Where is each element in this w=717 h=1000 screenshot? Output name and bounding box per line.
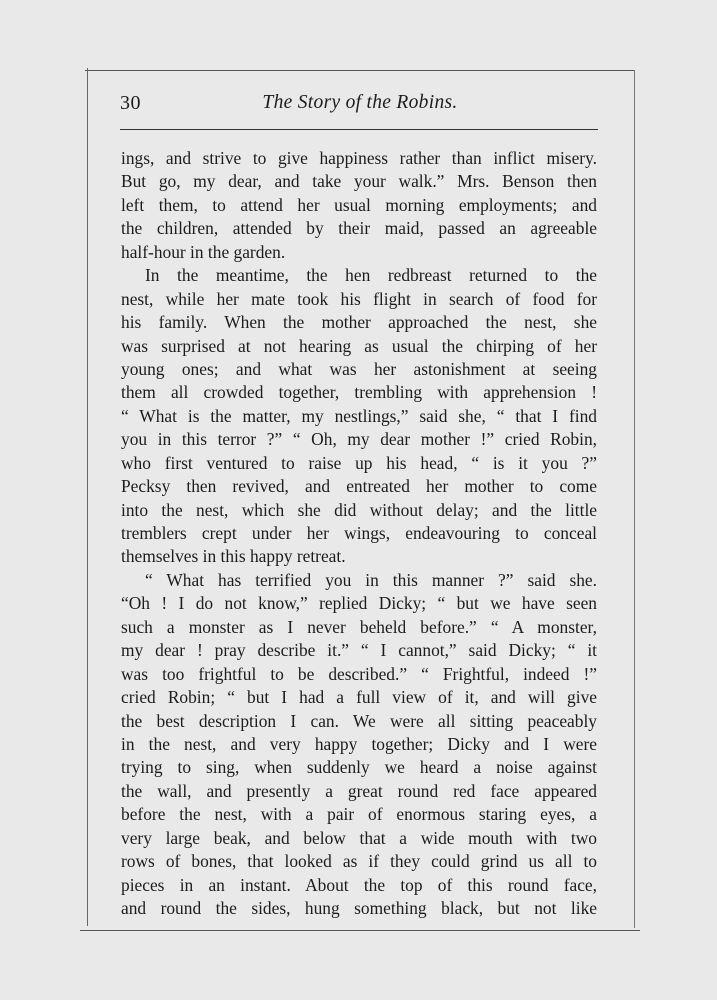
text-line: “ What has terrified you in this manner ?” said she. [145,569,597,590]
text-line: young ones; and what was her astonishment at seeing [121,358,597,379]
text-line: very large beak, and below that a wide mouth with two [121,827,597,848]
text-line: and round the sides, hung something black, but not like [121,898,597,918]
text-line: ings, and strive to give happiness rather than inflict misery. [121,148,597,168]
running-title: The Story of the Robins. [262,92,458,113]
text-line: who first ventured to raise up his head, “ is it you ?” [121,452,597,473]
text-line: Pecksy then revived, and entreated her mother to come [121,476,597,497]
text-line: cried Robin; “ but I had a full view of it, and will give [121,687,597,708]
text-line: half-hour in the garden. [121,241,286,262]
text-line: my dear ! pray describe it.” “ I cannot,” said Dicky; “ it [121,640,597,661]
frame-bottom-rule [80,930,640,931]
frame-left-rule [87,68,88,926]
text-line: “ What is the matter, my nestlings,” said she, “ that I find [121,405,597,426]
text-line: rows of bones, that looked as if they could grind us all to [121,851,597,872]
text-line: tremblers crept under her wings, endeavouring to conceal [121,523,597,543]
page-number: 30 [120,92,141,114]
text-line: was surprised at not hearing as usual the chirping of her [121,335,597,356]
text-line: into the nest, which she did without delay; and the little [121,499,597,520]
header-rule [120,129,598,130]
text-line: left them, to attend her usual morning employments; and [121,194,597,215]
frame-top-rule [85,70,635,71]
text-line: trying to sing, when suddenly we heard a noise against [121,757,597,778]
text-line: such a monster as I never beheld before.” “ A monster, [121,616,597,637]
body-text [121,147,597,920]
text-line: themselves in this happy retreat. [121,546,346,567]
text-line: In the meantime, the hen redbreast returned to the [145,265,597,286]
text-line: the best description I can. We were all sitting peaceably [121,710,597,731]
text-line: you in this terror ?” “ Oh, my dear mother !” cried Robin, [121,429,597,450]
page-header [120,88,600,118]
text-line: was too frightful to be described.” “ Frightful, indeed !” [121,663,597,684]
text-line: the wall, and presently a great round red face appeared [121,780,597,801]
text-line: the children, attended by their maid, passed an agreeable [121,218,597,239]
text-line: pieces in an instant. About the top of this round face, [121,874,597,895]
frame-right-rule [634,70,635,928]
text-line: in the nest, and very happy together; Dicky and I were [121,733,597,754]
text-line: before the nest, with a pair of enormous staring eyes, a [121,804,597,825]
text-line: “Oh ! I do not know,” replied Dicky; “ but we have seen [121,593,597,614]
text-line: them all crowded together, trembling with apprehension ! [121,382,597,403]
text-line: But go, my dear, and take your walk.” Mrs. Benson then [121,171,597,192]
text-line: nest, while her mate took his flight in search of food for [121,288,597,309]
text-line: his family. When the mother approached the nest, she [121,312,597,333]
